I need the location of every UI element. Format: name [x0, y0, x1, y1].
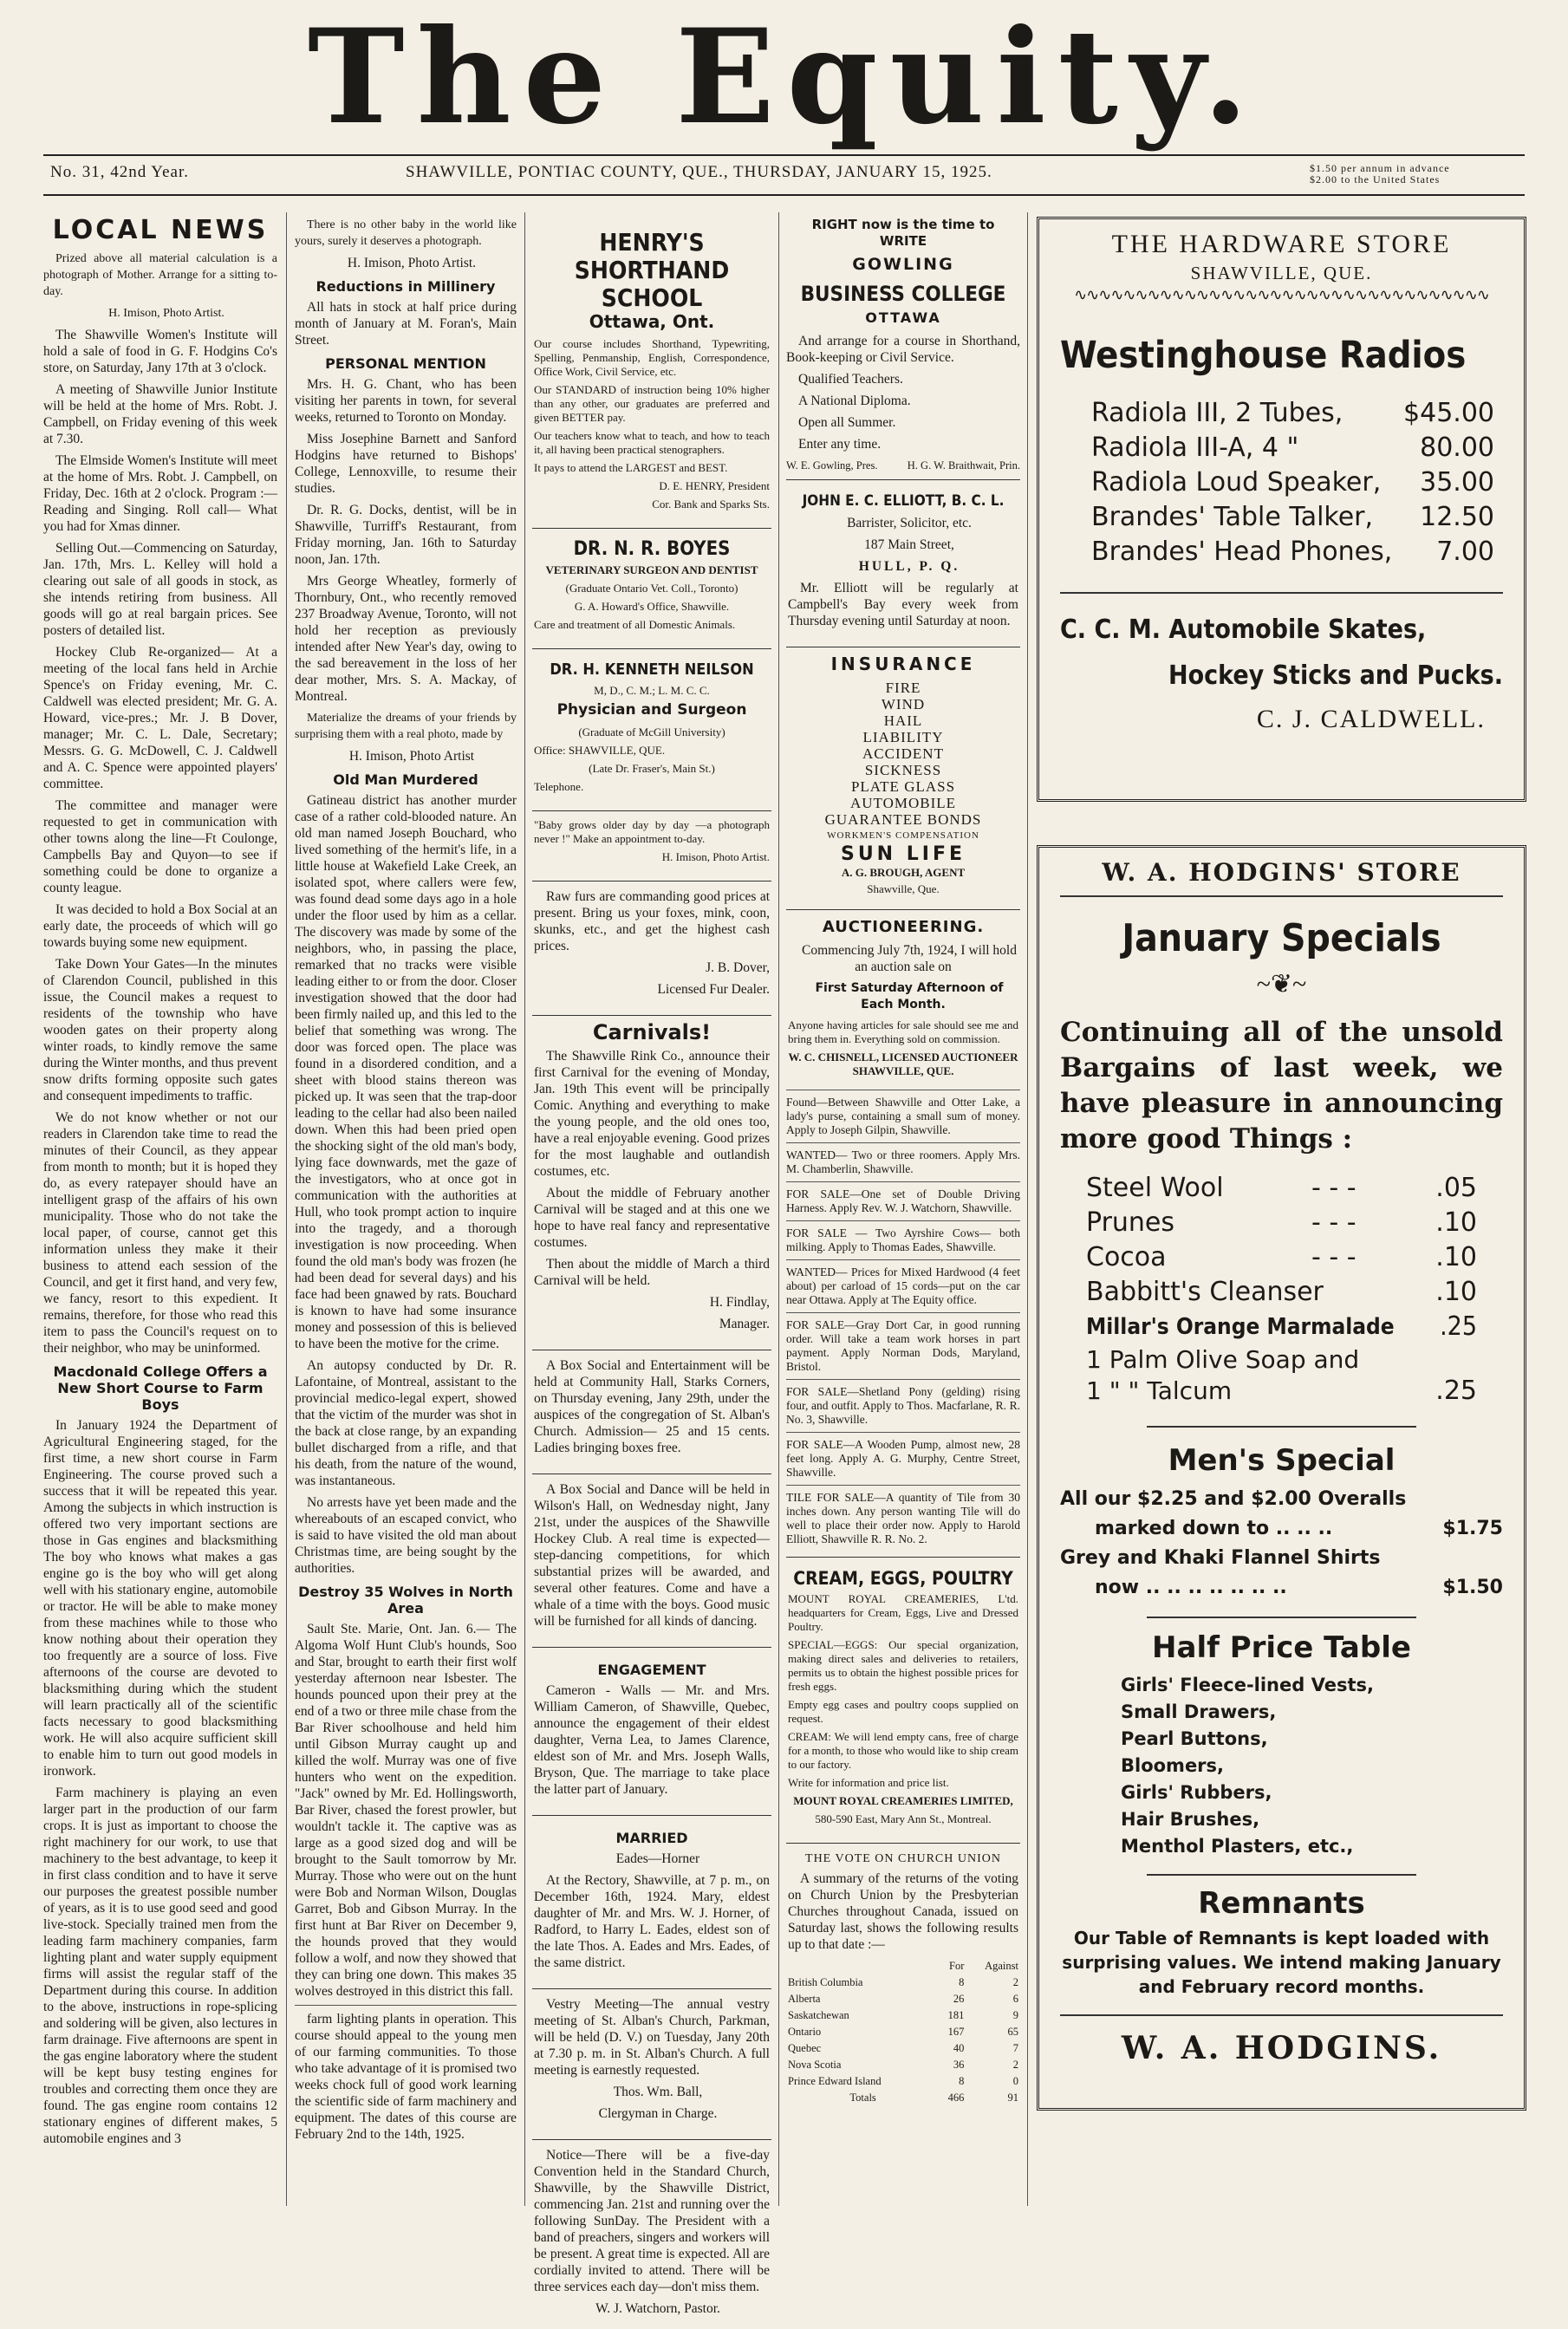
price-row	[1086, 1310, 1477, 1344]
fur-ad	[532, 881, 771, 1010]
article-paragraph: Mrs. H. G. Chant, who has been visiting her parents in town, for several weeks, returned to Toronto on Monday.	[295, 377, 517, 425]
ad-intro: Continuing all of the unsold Bargains of last week, we have pleasure in announcing more good Things :	[1060, 1017, 1503, 1155]
half-price-list	[1060, 1672, 1503, 1860]
item-price: .10	[1435, 1277, 1477, 1307]
divider	[1147, 1426, 1416, 1428]
radio-price-list	[1060, 396, 1503, 569]
article-heading: MARRIED	[615, 1830, 688, 1846]
item-name: Babbitt's Cleanser	[1086, 1277, 1324, 1307]
box-social-dance-ad	[532, 1474, 771, 1642]
table-cell: 8	[959, 2075, 965, 2087]
ad-text: HULL, P. Q.	[858, 559, 960, 574]
ad-header: RIGHT now is the time to WRITE	[811, 217, 995, 249]
ad-signature: Licensed Fur Dealer.	[657, 982, 770, 997]
ad-subtitle: VETERINARY SURGEON AND DENTIST	[545, 563, 758, 576]
table-cell: 65	[1007, 2026, 1018, 2038]
column-rule	[524, 212, 525, 2206]
article-paragraph: Prized above all material calculation is a photograph of Mother. Arrange for a sitting to-day.	[43, 252, 277, 298]
special-text: Grey and Khaki Flannel Shirts	[1060, 1547, 1381, 1569]
item-price: .10	[1435, 1207, 1477, 1238]
item-name: Brandes' Table Talker,	[1091, 502, 1374, 532]
ad-title: BUSINESS COLLEGE	[800, 282, 1006, 306]
divider	[1060, 592, 1503, 594]
column-rule	[286, 212, 287, 2206]
divider	[1147, 1874, 1416, 1876]
ad-signature: MOUNT ROYAL CREAMERIES LIMITED,	[793, 1794, 1013, 1807]
signature: H. Imison, Photo Artist	[348, 749, 475, 764]
table-cell: 2	[1012, 1976, 1018, 1988]
ad-role: Physician and Surgeon	[556, 701, 747, 719]
ad-title: DR. N. R. BOYES	[573, 538, 731, 560]
subscription-line-2: $2.00 to the United States	[1310, 173, 1441, 185]
list-item: GUARANTEE BONDS	[824, 811, 982, 828]
table-cell: 8	[959, 1976, 965, 1988]
article-paragraph: Notice—There will be a five-day Convention held in the Standard Church, Shawville, by the Shawville District, commencing Jan. 21st and running over the following SunDay. The President with a band of preachers, singers and workers will be present. A great time is expected. All are cordially invited to attend. There will be three services each day—don't miss them.	[534, 2148, 770, 2294]
subscription-info	[1310, 163, 1518, 185]
ad-subtitle: SHAWVILLE, QUE.	[1190, 263, 1373, 283]
insurance-city: Shawville, Que.	[867, 882, 940, 895]
signature: H. Imison, Photo Artist.	[108, 307, 224, 320]
ad-list-item: Open all Summer.	[798, 415, 896, 430]
article-paragraph: A Box Social and Dance will be held in Wilson's Hall, on Wednesday night, Jany 21st, under the auspices of the Shawville Hockey Club. A real time is expected— step-dancing competitions, for which substantial prizes will be awarded, and several other features. Come and have a whale of a time with the boys. Good music will be furnished for all kinds of dancing.	[534, 1482, 770, 1629]
ad-headline: January Specials	[1122, 916, 1441, 960]
ad-text: (Late Dr. Fraser's, Main St.)	[589, 762, 715, 775]
ornament-icon: ~❦~	[1256, 970, 1307, 999]
ad-subtitle: M, D., C. M.; L. M. C. C.	[594, 684, 710, 697]
section-heading: Men's Special	[1168, 1443, 1396, 1478]
classified-ad: Found—Between Shawville and Otter Lake, a lady's purse, containing a small sum of money. Apply to Joseph Gilpin, Shawville.	[786, 1090, 1020, 1142]
ad-list-item: A National Diploma.	[798, 394, 911, 408]
table-cell: Nova Scotia	[788, 2059, 842, 2071]
henrys-shorthand-ad	[532, 222, 771, 523]
list-item: Girls' Rubbers,	[1121, 1782, 1272, 1803]
divider	[1147, 1617, 1416, 1618]
item-name: Brandes' Head Phones,	[1091, 537, 1393, 567]
ad-text: (Graduate Ontario Vet. Coll., Toronto)	[565, 582, 738, 595]
article-paragraph: It was decided to hold a Box Social at an early date, the proceeds of which will go towards buying some new equipment.	[43, 902, 277, 950]
table-cell: 9	[1012, 2009, 1018, 2021]
classified-ad: FOR SALE—Shetland Pony (gelding) rising four, and outfit. Apply to Thos. Macfarlane, R. R. No. 3, Shawville.	[786, 1379, 1020, 1432]
table-cell: Quebec	[788, 2042, 822, 2054]
table-row	[788, 1991, 1018, 2007]
issue-number: No. 31, 42nd Year.	[50, 163, 189, 181]
item-price: .10	[1435, 1242, 1477, 1272]
place-date: SHAWVILLE, PONTIAC COUNTY, QUE., THURSDAY, JANUARY 15, 1925.	[406, 163, 992, 181]
article-heading: Reductions in Millinery	[316, 278, 496, 295]
specials-list	[1060, 1171, 1503, 1407]
ad-text: Care and treatment of all Domestic Animals.	[534, 618, 736, 631]
price-row	[1091, 500, 1494, 535]
hockey-line: Hockey Sticks and Pucks.	[1168, 660, 1503, 691]
price-row	[1086, 1376, 1477, 1407]
auctioneering-ad	[786, 909, 1020, 1090]
ad-title: THE HARDWARE STORE	[1111, 230, 1452, 258]
skates-line: C. C. M. Automobile Skates,	[1060, 615, 1427, 645]
ad-signature: W. C. CHISNELL, LICENSED AUCTIONEER SHAWVILLE, QUE.	[788, 1051, 1018, 1077]
article-paragraph: Sault Ste. Marie, Ont. Jan. 6.— The Algoma Wolf Hunt Club's hounds, Soo and Star, brought to earth their first wolf yesterday afternoon near Isbester. The hounds pounced upon their prey at the end of a two or three mile chase from the Bar River schoolhouse and held him until Gibson Murray caught up and killed the wolf. Murray was one of five hunters who went on the expedition. "Jack" owned by Mr. Ed. Hollingsworth, Bar River, chased the forest prowler, but wouldn't tackle it. The captive was as large as a good sized dog and will be brought to the Sault tomorrow by Mr. Murray. Those who were out on the hunt were Bob and Norman Wilson, Douglas Garret, Bob and Gibson Murray. In the first hunt at Bar River on December 9, the hounds proved that they would follow a wolf, and now they showed that they can bring one down. This makes 35 wolves destroyed in this district this fall.	[295, 1622, 517, 1999]
ad-headline: Westinghouse Radios	[1060, 334, 1467, 377]
signature: Thos. Wm. Ball,	[613, 2085, 703, 2099]
price-row	[1086, 1240, 1477, 1275]
table-cell: 7	[1012, 2042, 1018, 2054]
article-paragraph: Vestry Meeting—The annual vestry meeting of St. Alban's Church, Parkman, will be held (D. V.) on Tuesday, Jany 20th at 7.30 p. m. in St. Alban's Church. A full meeting is earnestly requested.	[534, 1997, 770, 2078]
price-row	[1091, 396, 1494, 431]
section-heading: Half Price Table	[1152, 1630, 1411, 1665]
ad-title: DR. H. KENNETH NEILSON	[550, 660, 754, 679]
table-cell: Prince Edward Island	[788, 2075, 882, 2087]
ad-signature: W. A. HODGINS.	[1121, 2030, 1442, 2066]
dr-boyes-ad	[532, 528, 771, 643]
dateline	[50, 163, 1518, 189]
table-cell: 167	[947, 2026, 965, 2038]
ad-text: 187 Main Street,	[864, 537, 954, 552]
table-cell: British Columbia	[788, 1976, 863, 1988]
table-cell: Alberta	[788, 1993, 821, 2005]
list-item: Pearl Buttons,	[1121, 1728, 1268, 1749]
ad-text: Anyone having articles for sale should see me and bring them in. Everything sold on commission.	[788, 1018, 1018, 1045]
ad-text: Raw furs are commanding good prices at present. Bring us your foxes, mink, coon, skunks, etc., and get the highest cash prices.	[534, 889, 770, 953]
table-cell: Totals	[849, 2092, 876, 2104]
ad-list-item: Enter any time.	[798, 437, 882, 452]
table-cell: 26	[953, 1993, 965, 2005]
church-union-vote	[786, 1843, 1020, 2113]
article-heading: Destroy 35 Wolves in North Area	[298, 1584, 513, 1617]
item-name: Millar's Orange Marmalade	[1086, 1314, 1395, 1340]
hodgins-store-ad	[1037, 845, 1526, 2111]
table-cell: Ontario	[788, 2026, 822, 2038]
item-name: 1 " " Talcum	[1086, 1376, 1233, 1405]
ad-text: And arrange for a course in Shorthand, Book-keeping or Civil Service.	[786, 334, 1020, 365]
article-paragraph: Gatineau district has another murder case of a rather cold-blooded nature. An old man named Joseph Bouchard, who lived something of the hermit's life, in a little house at Wakefield Lake Creek, an isolated spot, where callers were few, was found dead some days ago in a hole under the floor used by him as a cellar. The discovery was made by some of the neighbors, who, in passing the place, remarked that no tracks were visible leading either to or from the door. Closer investigation showed that the door had been firmly nailed up, and this led to the belief that something was wrong. The door was forced open. The place was found in a disordered condition, and a sheet with blood stains thereon was picked up. It was seen that the trap-door leading to the cellar had also been nailed down. When this had been pried open the shocking sight of the old man's body, lying face downwards, met the gaze of the investigators, who at once got in communication with the authorities at Hull, who took prompt action to inquire into the tragedy, and a thorough investigation is now proceeding. When found the old man's body was frozen (he had been dead for several days) and his face had been gnawed by rats. Bouchard is known to have had some insurance money and possession of this is believed to have been the motive for the crime.	[295, 793, 517, 1351]
article-heading: Macdonald College Offers a New Short Course to Farm Boys	[53, 1363, 268, 1413]
newspaper-title: The Equity.	[307, 1, 1261, 153]
article-paragraph: The Shawville Women's Institute will hold a sale of food in G. F. Hodgins Co's store, on Saturday, Jany 17th at 3 o'clock.	[43, 328, 277, 375]
ad-signature: C. J. CALDWELL.	[1256, 705, 1486, 733]
ad-text: First Saturday Afternoon of Each Month.	[815, 981, 1004, 1012]
list-item: Hair Brushes,	[1121, 1809, 1260, 1830]
article-paragraph: Mrs George Wheatley, formerly of Thornbury, Ont., who recently removed 237 Broadway Avenue, Toronto, will not hold her reception as previously intended after New Year's day, owing to the sad bereavement in the loss of her dear mother, Mrs. S. A. Mackay, of Montreal.	[295, 574, 517, 704]
article-paragraph: All hats in stock at half price during month of January at M. Foran's, Main Street.	[295, 300, 517, 348]
article-paragraph: farm lighting plants in operation. This course should appeal to the young men of our farming communities. To those who take advantage of it is promised two weeks chock full of good work learning the scientific side of farm machinery and equipment. The dates of this course are February 2nd to the 14th, 1925.	[295, 2005, 517, 2143]
table-cell: 181	[947, 2009, 965, 2021]
ad-title: AUCTIONEERING.	[822, 918, 985, 936]
list-item: Small Drawers,	[1121, 1701, 1277, 1722]
ad-list-item: Qualified Teachers.	[798, 372, 903, 387]
remnants-text: Our Table of Remnants is kept loaded with surprising values. We intend making January and February record months.	[1062, 1928, 1501, 1997]
special-text: All our $2.25 and $2.00 Overalls	[1060, 1488, 1407, 1510]
table-cell: 91	[1007, 2092, 1018, 2104]
column-four	[786, 217, 1020, 2210]
hardware-store-ad	[1037, 217, 1526, 802]
ad-subtitle: Ottawa, Ont.	[589, 311, 715, 332]
special-text: now .. .. .. .. .. .. ..	[1095, 1577, 1287, 1598]
section-heading: Remnants	[1198, 1886, 1365, 1921]
table-row	[788, 2057, 1018, 2073]
item-leader: - - -	[1311, 1173, 1357, 1203]
price-row	[1091, 535, 1494, 569]
article-paragraph: No arrests have yet been made and the whereabouts of an escaped convict, who is said to have visited the old man about Christmas time, are being sought by the authorities.	[295, 1495, 517, 1576]
ad-signature: W. E. Gowling, Pres.	[786, 459, 878, 472]
list-item: Girls' Fleece-lined Vests,	[1121, 1675, 1374, 1695]
table-cell: 36	[953, 2059, 965, 2071]
ad-text: CREAM: We will lend empty cans, free of charge for a month, to those who would like to ship cream to our factory.	[788, 1730, 1018, 1771]
ad-text: Our STANDARD of instruction being 10% higher than any other, our graduates are preferred and given BETTER pay.	[534, 383, 770, 424]
convention-notice	[532, 2139, 771, 2329]
ad-text: Barrister, Solicitor, etc.	[847, 516, 972, 530]
column-two	[295, 217, 517, 2210]
ad-title: CREAM, EGGS, POULTRY	[793, 1568, 1013, 1589]
ad-text: Write for information and price list.	[788, 1776, 949, 1789]
item-name: Steel Wool	[1086, 1173, 1224, 1203]
item-price: .05	[1435, 1173, 1477, 1203]
price-row	[1060, 1514, 1503, 1544]
column-rule	[1027, 212, 1028, 2206]
list-item: PLATE GLASS	[850, 778, 956, 795]
ad-text: SPECIAL—EGGS: Our special organization, making direct sales and deliveries to retailers, permits us to obtain the highest possible prices for fresh eggs.	[788, 1638, 1018, 1693]
item-price: $45.00	[1403, 398, 1494, 428]
ad-text: (Graduate of McGill University)	[578, 725, 725, 738]
list-item: Menthol Plasters, etc.,	[1121, 1836, 1354, 1857]
item-price: 7.00	[1436, 537, 1494, 567]
item-price: 12.50	[1420, 502, 1494, 532]
signature: H. Imison, Photo Artist.	[347, 256, 477, 270]
ad-text: Our teachers know what to teach, and how to teach it, all having been practical stenographers.	[534, 429, 770, 456]
ad-address: Cor. Bank and Sparks Sts.	[652, 498, 770, 511]
insurance-agent: A. G. BROUGH, AGENT	[841, 866, 966, 879]
column-rule	[778, 212, 779, 2206]
article-paragraph: There is no other baby in the world like yours, surely it deserves a photograph.	[295, 218, 517, 248]
insurance-company: SUN LIFE	[840, 843, 966, 865]
classified-ad: WANTED— Prices for Mixed Hardwood (4 feet about) per carload of 15 cords—put on the car near Ottawa. Apply at The Equity office.	[786, 1259, 1020, 1312]
article-paragraph: The committee and manager were requested to get in communication with other towns along the line—Ft Coulonge, Campbells Bay and Quyon—to see if something could be done to organize a county league.	[43, 798, 277, 895]
list-item: ACCIDENT	[862, 745, 944, 762]
ad-text: "Baby grows older day by day —a photograph never !" Make an appointment to-day.	[534, 818, 770, 845]
price-row	[1060, 1573, 1503, 1603]
table-cell: 40	[953, 2042, 965, 2054]
masthead	[0, 0, 1568, 156]
elliott-ad	[786, 479, 1020, 641]
ad-signature: J. B. Dover,	[706, 960, 770, 975]
list-item: WORKMEN'S COMPENSATION	[827, 830, 979, 841]
signature: W. J. Watchorn, Pastor.	[595, 2301, 720, 2316]
list-item: SICKNESS	[864, 762, 942, 778]
table-cell: 0	[1012, 2075, 1018, 2087]
ad-text: It pays to attend the LARGEST and BEST.	[534, 461, 728, 474]
price-row	[1086, 1171, 1477, 1206]
table-cell: 2	[1012, 2059, 1018, 2071]
list-item: HAIL	[883, 712, 923, 729]
article-paragraph: A meeting of Shawville Junior Institute will be held at the home of Mrs. Robt. J. Campbell, on Friday evening of this week at 7.30.	[43, 382, 277, 446]
ad-title: INSURANCE	[830, 654, 976, 674]
ad-title: Carnivals!	[592, 1020, 712, 1044]
signature: Clergyman in Charge.	[598, 2106, 718, 2121]
ad-text: Empty egg cases and poultry coops supplied on request.	[788, 1698, 1018, 1725]
vestry-notice	[532, 1988, 771, 2134]
ad-text: G. A. Howard's Office, Shawville.	[574, 600, 730, 613]
price-row	[1086, 1275, 1477, 1310]
creameries-ad	[786, 1557, 1020, 1838]
photo-ad	[532, 810, 771, 875]
article-heading: THE VOTE ON CHURCH UNION	[805, 1852, 1001, 1865]
subscription-line-1: $1.50 per annum in advance	[1310, 162, 1450, 174]
carnivals-ad	[532, 1015, 771, 1344]
ad-text: Our course includes Shorthand, Typewriting, Spelling, Penmanship, English, Correspondence, Office Work, Civil Service, etc.	[534, 337, 770, 378]
article-heading: PERSONAL MENTION	[325, 355, 486, 372]
article-paragraph: The Elmside Women's Institute will meet at the home of Mrs. Robt. J. Campbell, on Friday, Dec. 16th at 2 o'clock. Program :— Reading and Singing. Roll call— What you had for Xmas dinner.	[43, 453, 277, 534]
insurance-ad	[786, 647, 1020, 904]
price-row	[1091, 431, 1494, 465]
item-name: Radiola III-A, 4 "	[1091, 433, 1299, 463]
engagement-notice	[532, 1647, 771, 1810]
ad-title: GOWLING	[852, 255, 954, 274]
vote-table	[788, 1958, 1018, 2106]
signature: Manager.	[719, 1317, 770, 1331]
table-row	[788, 2040, 1018, 2057]
item-price: .25	[1435, 1376, 1477, 1406]
item-price: 80.00	[1420, 433, 1494, 463]
item-name: Prunes	[1086, 1207, 1175, 1238]
married-notice	[532, 1815, 771, 1983]
article-paragraph: We do not know whether or not our readers in Clarendon take time to read the minutes of their Council, as they appear from month to month; but it is hoped they do, as every ratepayer should have an intelligent grasp of the affairs of his own municipality. Those who do not take the local paper, of course, cannot get this information unless they make it their business to attend each session of the Council, and get it first hand, and very few, we fancy, resort to this expedient. It remains, therefore, for those who read this item to pass the Council's request on to their neighbor, who may be uninformed.	[43, 1110, 277, 1356]
ad-text: Mr. Elliott will be regularly at Campbell's Bay every week from Thursday evening until Saturday at noon.	[788, 581, 1018, 628]
article-paragraph: Miss Josephine Barnett and Sanford Hodgins have returned to Bishops' College, Lennoxville, to resume their studies.	[295, 432, 517, 496]
list-item: Bloomers,	[1121, 1755, 1225, 1776]
price-row	[1086, 1206, 1477, 1240]
article-paragraph: Dr. R. G. Docks, dentist, will be in Shawville, Turriff's Restaurant, from Friday morning, Jan. 16th to Saturday noon, Jan. 17th.	[295, 503, 517, 567]
article-heading: Old Man Murdered	[333, 771, 478, 788]
column-header: Against	[985, 1960, 1018, 1972]
list-item: LIABILITY	[862, 729, 944, 745]
dr-neilson-ad	[532, 648, 771, 805]
article-heading: ENGAGEMENT	[597, 1662, 706, 1678]
table-cell: 466	[947, 2092, 965, 2104]
article-paragraph: Hockey Club Re-organized— At a meeting of the local fans held in Archie Spence's on Friday evening, Mr. C. Caldwell was elected president; Mr. G. A. Howard, vice-pres.; Mr. J. B Dover, manager; Mr. C. L. Dale, Secretary; Messrs. G. G. McDowell, C. J. Caldwell and A. C. Spence were appointed players' committee.	[43, 645, 277, 791]
article-paragraph: Selling Out.—Commencing on Saturday, Jan. 17th, Mrs. L. Kelley will hold a clearing out sale of all goods in stock, as she intends retiring from business. All goods will go at real bargain prices. See posters of detailed list.	[43, 541, 277, 638]
list-item: WIND	[881, 696, 926, 712]
article-paragraph: Cameron - Walls — Mr. and Mrs. William Cameron, of Shawville, Quebec, announce the engagement of their eldest daughter, Verna Lea, to James Clarence, eldest son of Mr. and Mrs. Joseph Walls, Bryson, Que. The marriage to take place the latter part of January.	[534, 1683, 770, 1797]
ad-text: Office: SHAWVILLE, QUE.	[534, 744, 666, 757]
list-item: AUTOMOBILE	[849, 795, 957, 811]
column-local-news	[43, 217, 277, 2210]
item-name: Radiola III, 2 Tubes,	[1091, 398, 1344, 428]
table-row	[788, 2073, 1018, 2090]
item-leader: - - -	[1311, 1242, 1357, 1272]
divider	[1060, 2014, 1503, 2016]
article-paragraph: The Shawville Rink Co., announce their first Carnival for the evening of Monday, Jan. 19th This event will be principally Comic. Anything and everything to make the young people, and the old ones too, have a real enjoyable evening. Good prizes for the most laughable and outlandish costumes, etc.	[534, 1049, 770, 1179]
ad-title: HENRY'S SHORTHAND SCHOOL	[574, 228, 730, 312]
item-price: $1.75	[1442, 1518, 1503, 1539]
price-row	[1091, 465, 1494, 500]
article-paragraph: At the Rectory, Shawville, at 7 p. m., on December 16th, 1924. Mary, eldest daughter of Mr. and Mrs. W. J. Horner, of Radford, to Harry L. Eades, eldest son of the late Thos. A. Eades and Mrs. Eades, of the same district.	[534, 1873, 770, 1970]
signature: H. Findlay,	[709, 1295, 770, 1310]
article-paragraph: Materialize the dreams of your friends by surprising them with a real photo, made by	[295, 712, 517, 741]
special-text: marked down to .. .. ..	[1095, 1518, 1333, 1539]
classified-ad: WANTED— Two or three roomers. Apply Mrs. M. Chamberlin, Shawville.	[786, 1142, 1020, 1181]
ad-signatures	[786, 458, 1020, 474]
ad-address: 580-590 East, Mary Ann St., Montreal.	[815, 1812, 992, 1825]
ad-signature: D. E. HENRY, President	[659, 479, 770, 492]
classified-ad: TILE FOR SALE—A quantity of Tile from 30 inches down. Any person wanting Tile will do well to place their order now. Apply to Harold Elliott, Shawville R. R. No. 2.	[786, 1485, 1020, 1552]
ad-signature: H. G. W. Braithwait, Prin.	[907, 459, 1020, 472]
table-cell: 6	[1012, 1993, 1018, 2005]
item-leader: - - -	[1311, 1207, 1357, 1238]
article-paragraph: Take Down Your Gates—In the minutes of Clarendon Council, published in this issue, the Council makes a request to residents of the township who have wooden gates on their property along winter roads, to kindly remove the same during the Winter months, and thus prevent snow drifts forming opposite such gates and consequent impediments to traffic.	[43, 957, 277, 1103]
classified-ad: FOR SALE — Two Ayrshire Cows— both milking. Apply to Thomas Eades, Shawville.	[786, 1220, 1020, 1259]
local-news-heading: LOCAL NEWS	[52, 215, 269, 245]
table-row	[788, 1974, 1018, 1991]
item-price: .25	[1440, 1311, 1477, 1342]
classified-ad: FOR SALE—A Wooden Pump, almost new, 28 feet long. Apply A. G. Murphy, Centre Street, Shawville.	[786, 1432, 1020, 1485]
insurance-list	[788, 680, 1018, 844]
item-price: $1.50	[1442, 1577, 1503, 1598]
palm-line-1: 1 Palm Olive Soap and	[1086, 1345, 1360, 1374]
article-paragraph: In January 1924 the Department of Agricultural Engineering staged, for the first time, a new short course in Farm Engineering. The course proved such a success that it will be repeated this year. Among the subjects in which instruction is offered two very important sections are those in Gas engines and blacksmithing The boy who knows what makes a gas engine go is the boy who will get along well with his stationary engine, automobile or tractor. He will be able to make money from these machines while to those who know nothing about their operation they too frequently are a source of loss. Five afternoons of the course are devoted to blacksmithing during which the student will learn practically all of the scientific facts necessary to good blacksmithing work. He will also acquire sufficient skill to enable him to turn out good models in ironwork.	[43, 1418, 277, 1779]
classified-ad: FOR SALE—One set of Double Driving Harness. Apply Rev. W. J. Watchorn, Shawville.	[786, 1181, 1020, 1220]
ad-title: W. A. HODGINS' STORE	[1060, 858, 1503, 897]
article-paragraph: A summary of the returns of the voting on Church Union by the Presbyterian Churches throughout Canada, issued on Saturday last, shows the following results up to that date :—	[788, 1871, 1018, 1952]
article-paragraph: About the middle of February another Carnival will be staged and at this one we hope to have real fancy and representative costumes.	[534, 1186, 770, 1250]
article-subheading: Eades—Horner	[615, 1851, 700, 1866]
table-cell: Saskatchewan	[788, 2009, 849, 2021]
ad-signature: H. Imison, Photo Artist.	[661, 850, 770, 863]
mens-special-list	[1060, 1485, 1503, 1603]
list-item: FIRE	[885, 680, 921, 696]
ad-text: MOUNT ROYAL CREAMERIES, L'td. headquarters for Cream, Eggs, Live and Dressed Poultry.	[788, 1592, 1018, 1633]
column-three	[532, 217, 771, 2316]
gowling-ad	[786, 217, 1020, 474]
ad-subtitle: OTTAWA	[865, 309, 941, 326]
table-row	[788, 2007, 1018, 2024]
item-name: Cocoa	[1086, 1242, 1167, 1272]
item-price: 35.00	[1420, 467, 1494, 498]
classified-ad: FOR SALE—Gray Dort Car, in good running order. Will take a team work horses in part payment. Apply Norman Dods, Maryland, Bristol.	[786, 1312, 1020, 1379]
box-social-ad	[532, 1350, 771, 1468]
ad-text: Telephone.	[534, 780, 584, 793]
ad-title: JOHN E. C. ELLIOTT, B. C. L.	[802, 492, 1005, 510]
table-row	[788, 2024, 1018, 2040]
masthead-rule-bottom	[43, 194, 1525, 196]
column-header: For	[949, 1960, 965, 1972]
table-header-row	[788, 1958, 1018, 1974]
table-total-row	[788, 2090, 1018, 2106]
ad-text: Commencing July 7th, 1924, I will hold an auction sale on	[802, 943, 1017, 974]
article-paragraph: A Box Social and Entertainment will be held at Community Hall, Starks Corners, on Thursday evening, Jany 29th, under the auspices of the congregation of St. Alban's Church. Admission— 25 and 15 cents. Ladies bringing boxes free.	[534, 1358, 770, 1455]
article-paragraph: Then about the middle of March a third Carnival will be held.	[534, 1257, 770, 1288]
decorative-rule: ∿∿∿∿∿∿∿∿∿∿∿∿∿∿∿∿∿∿∿∿∿∿∿∿∿∿∿∿∿∿∿∿∿∿	[1074, 286, 1489, 303]
article-paragraph: Farm machinery is playing an even larger part in the production of our farm crops. It is just as important to choose the right machinery for our work, to use that machinery to the best advantage, to keep it in first class condition and to have it serve our purposes the greatest possible number of years, as it is to use good seed and good live-stock. Specially trained men from the leading farm machinery companies, farm lighting plant and water supply equipment firms will assist the regular staff of the Department during this course. In addition to the above, instructions in rope-splicing and soldering will be given, also lectures in farm drainage. Five afternoons are spent in the gas engine laboratory where the student will be kept busy testing engines for troubles and correcting them once they are found. The gas engine room contains 12 stationary engines of different makes, 5 automobile engines and 3	[43, 1786, 277, 2146]
masthead-rule-top	[43, 154, 1525, 156]
article-paragraph: An autopsy conducted by Dr. R. Lafontaine, of Montreal, assistant to the provincial medico-legal expert, showed that the victim of the murder was shot in the back at close range, by an expanding bullet discharged from a rifle, and that his death, from the nature of the wound, was instantaneous.	[295, 1358, 517, 1488]
item-name: Radiola Loud Speaker,	[1091, 467, 1382, 498]
